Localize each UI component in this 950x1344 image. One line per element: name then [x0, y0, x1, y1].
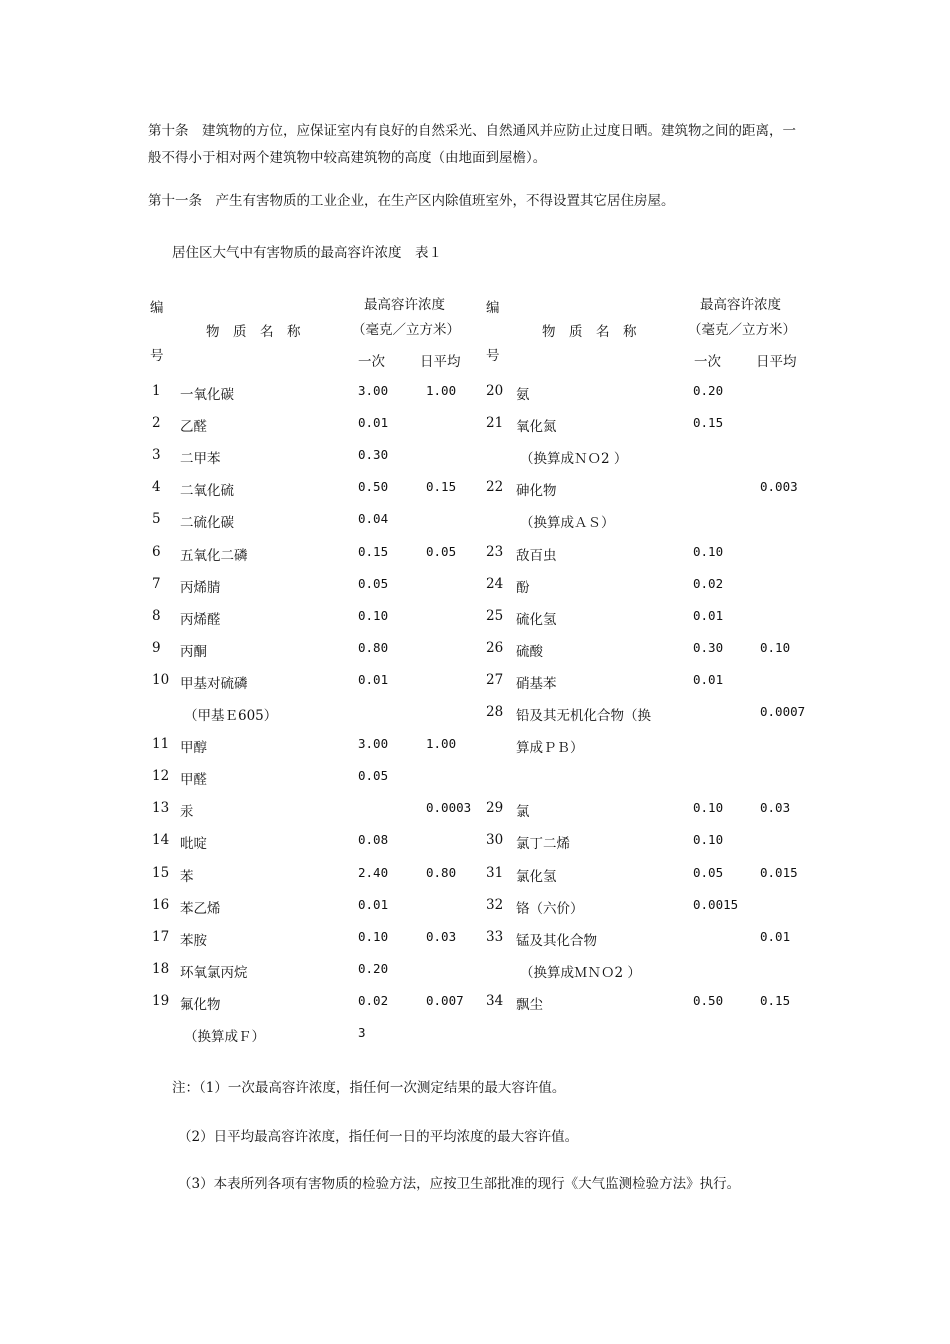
header-no-bottom-right: 号 — [486, 348, 500, 364]
header-name-right: 物 质 名 称 — [542, 324, 637, 340]
left-row-number: 5 — [152, 511, 161, 527]
right-substance-name: 硫酸 — [516, 644, 543, 660]
left-row-number: 9 — [152, 640, 161, 656]
right-row-number: 32 — [486, 897, 504, 913]
note-2: （2）日平均最高容许浓度，指任何一日的平均浓度的最大容许值。 — [178, 1129, 579, 1145]
right-daily-value: 0.0007 — [760, 704, 806, 719]
left-substance-name: 氟化物 — [180, 997, 221, 1013]
left-row-number: 8 — [152, 608, 161, 624]
left-substance-name: 吡啶 — [180, 836, 207, 852]
right-row-number: 23 — [486, 544, 504, 560]
right-once-value: 0.15 — [693, 415, 724, 430]
left-substance-name: 汞 — [180, 804, 194, 820]
left-once-value: 0.10 — [358, 929, 389, 944]
right-once-value: 0.20 — [693, 383, 724, 398]
header-daily-left: 日平均 — [420, 354, 461, 370]
left-substance-name: 乙醛 — [180, 419, 207, 435]
left-once-value: 0.02 — [358, 993, 389, 1008]
left-substance-name: 二硫化碳 — [180, 515, 234, 531]
left-once-value: 0.01 — [358, 672, 389, 687]
left-once-value: 3 — [358, 1025, 366, 1040]
left-substance-name: 苯 — [180, 869, 194, 885]
article-11-paragraph: 第十一条 产生有害物质的工业企业，在生产区内除值班室外，不得设置其它居住房屋。 — [148, 193, 675, 209]
right-substance-name: 氯 — [516, 804, 530, 820]
left-once-value: 0.30 — [358, 447, 389, 462]
right-once-value: 0.05 — [693, 865, 724, 880]
left-row-number: 1 — [152, 383, 161, 399]
right-substance-name: 酚 — [516, 580, 530, 596]
left-once-value: 0.50 — [358, 479, 389, 494]
left-row-number: 13 — [152, 800, 170, 816]
right-substance-name: 铅及其无机化合物（换 — [516, 708, 651, 724]
header-max-left: 最高容许浓度 — [364, 297, 445, 313]
left-substance-name: 甲基对硫磷 — [180, 676, 248, 692]
left-substance-name: 环氧氯丙烷 — [180, 965, 248, 981]
left-daily-value: 1.00 — [426, 736, 457, 751]
right-substance-name: 氨 — [516, 387, 530, 403]
left-row-number: 4 — [152, 479, 161, 495]
right-once-value: 0.01 — [693, 672, 724, 687]
right-substance-name: 硝基苯 — [516, 676, 557, 692]
right-substance-name: 敌百虫 — [516, 548, 557, 564]
left-row-number: 18 — [152, 961, 170, 977]
left-daily-value: 1.00 — [426, 383, 457, 398]
left-once-value: 0.01 — [358, 415, 389, 430]
right-substance-name: 硫化氢 — [516, 612, 557, 628]
right-once-value: 0.0015 — [693, 897, 739, 912]
left-once-value: 0.05 — [358, 576, 389, 591]
right-row-number: 22 — [486, 479, 504, 495]
right-row-number: 33 — [486, 929, 504, 945]
left-once-value: 0.04 — [358, 511, 389, 526]
header-once-right: 一次 — [694, 354, 721, 370]
right-once-value: 0.02 — [693, 576, 724, 591]
left-daily-value: 0.05 — [426, 544, 457, 559]
header-no-bottom-left: 号 — [150, 348, 164, 364]
right-row-number: 21 — [486, 415, 504, 431]
left-once-value: 0.10 — [358, 608, 389, 623]
right-substance-name: 锰及其化合物 — [516, 933, 597, 949]
right-substance-name: 砷化物 — [516, 483, 557, 499]
left-substance-name: 甲醛 — [180, 772, 207, 788]
left-substance-name: 甲醇 — [180, 740, 207, 756]
right-daily-value: 0.03 — [760, 800, 791, 815]
right-row-number: 28 — [486, 704, 504, 720]
left-substance-name: 丙烯腈 — [180, 580, 221, 596]
left-substance-name: （甲基Ｅ605） — [184, 708, 278, 724]
right-once-value: 0.50 — [693, 993, 724, 1008]
right-substance-name: 铬（六价） — [516, 901, 584, 917]
right-daily-value: 0.015 — [760, 865, 798, 880]
left-once-value: 0.20 — [358, 961, 389, 976]
header-daily-right: 日平均 — [756, 354, 797, 370]
left-row-number: 17 — [152, 929, 170, 945]
left-daily-value: 0.007 — [426, 993, 464, 1008]
right-row-number: 26 — [486, 640, 504, 656]
left-row-number: 15 — [152, 865, 170, 881]
right-substance-name: 算成ＰＢ） — [516, 740, 584, 756]
left-once-value: 0.01 — [358, 897, 389, 912]
right-substance-name: （换算成ＮＯ2 ） — [520, 451, 628, 467]
right-row-number: 29 — [486, 800, 504, 816]
left-row-number: 6 — [152, 544, 161, 560]
note-3: （3）本表所列各项有害物质的检验方法，应按卫生部批准的现行《大气监测检验方法》执行。 — [178, 1176, 741, 1192]
header-unit-right: （毫克／立方米） — [688, 322, 796, 338]
left-substance-name: 丙酮 — [180, 644, 207, 660]
right-row-number: 25 — [486, 608, 504, 624]
right-row-number: 20 — [486, 383, 504, 399]
header-no-top-left: 编 — [150, 300, 164, 316]
right-substance-name: （换算成ＭＮＯ2 ） — [520, 965, 641, 981]
left-once-value: 0.05 — [358, 768, 389, 783]
left-once-value: 0.80 — [358, 640, 389, 655]
right-daily-value: 0.10 — [760, 640, 791, 655]
right-row-number: 30 — [486, 832, 504, 848]
left-substance-name: 二氧化硫 — [180, 483, 234, 499]
header-unit-left: （毫克／立方米） — [352, 322, 460, 338]
left-daily-value: 0.03 — [426, 929, 457, 944]
left-row-number: 16 — [152, 897, 170, 913]
header-max-right: 最高容许浓度 — [700, 297, 781, 313]
note-1: 注：（1）一次最高容许浓度，指任何一次测定结果的最大容许值。 — [172, 1080, 566, 1096]
left-substance-name: 丙烯醛 — [180, 612, 221, 628]
left-once-value: 2.40 — [358, 865, 389, 880]
left-row-number: 10 — [152, 672, 170, 688]
left-substance-name: 苯胺 — [180, 933, 207, 949]
left-row-number: 12 — [152, 768, 170, 784]
right-substance-name: （换算成ＡＳ） — [520, 515, 615, 531]
right-substance-name: 氯化氢 — [516, 869, 557, 885]
right-row-number: 24 — [486, 576, 504, 592]
left-daily-value: 0.80 — [426, 865, 457, 880]
right-once-value: 0.10 — [693, 832, 724, 847]
left-row-number: 11 — [152, 736, 170, 752]
header-once-left: 一次 — [358, 354, 385, 370]
left-once-value: 3.00 — [358, 383, 389, 398]
table-title: 居住区大气中有害物质的最高容许浓度 表１ — [172, 245, 442, 261]
left-row-number: 7 — [152, 576, 161, 592]
left-row-number: 2 — [152, 415, 161, 431]
left-substance-name: （换算成Ｆ） — [184, 1029, 265, 1045]
left-row-number: 19 — [152, 993, 170, 1009]
article-10-paragraph: 第十条 建筑物的方位，应保证室内有良好的自然采光、自然通风并应防止过度日晒。建筑物之间的距离，一般不得小于相对两个建筑物中较高建筑物的高度（由地面到屋檐）。 — [148, 123, 796, 166]
left-row-number: 3 — [152, 447, 161, 463]
right-once-value: 0.10 — [693, 544, 724, 559]
left-substance-name: 二甲苯 — [180, 451, 221, 467]
right-once-value: 0.01 — [693, 608, 724, 623]
right-substance-name: 氧化氮 — [516, 419, 557, 435]
left-substance-name: 一氧化碳 — [180, 387, 234, 403]
right-daily-value: 0.003 — [760, 479, 798, 494]
right-once-value: 0.10 — [693, 800, 724, 815]
left-once-value: 3.00 — [358, 736, 389, 751]
header-no-top-right: 编 — [486, 300, 500, 316]
left-substance-name: 五氧化二磷 — [180, 548, 248, 564]
left-substance-name: 苯乙烯 — [180, 901, 221, 917]
left-daily-value: 0.0003 — [426, 800, 472, 815]
right-once-value: 0.30 — [693, 640, 724, 655]
right-substance-name: 氯丁二烯 — [516, 836, 570, 852]
header-name-left: 物 质 名 称 — [206, 324, 301, 340]
right-row-number: 31 — [486, 865, 504, 881]
right-row-number: 34 — [486, 993, 504, 1009]
right-daily-value: 0.15 — [760, 993, 791, 1008]
left-daily-value: 0.15 — [426, 479, 457, 494]
right-substance-name: 飘尘 — [516, 997, 543, 1013]
right-row-number: 27 — [486, 672, 504, 688]
right-daily-value: 0.01 — [760, 929, 791, 944]
left-once-value: 0.08 — [358, 832, 389, 847]
left-once-value: 0.15 — [358, 544, 389, 559]
left-row-number: 14 — [152, 832, 170, 848]
